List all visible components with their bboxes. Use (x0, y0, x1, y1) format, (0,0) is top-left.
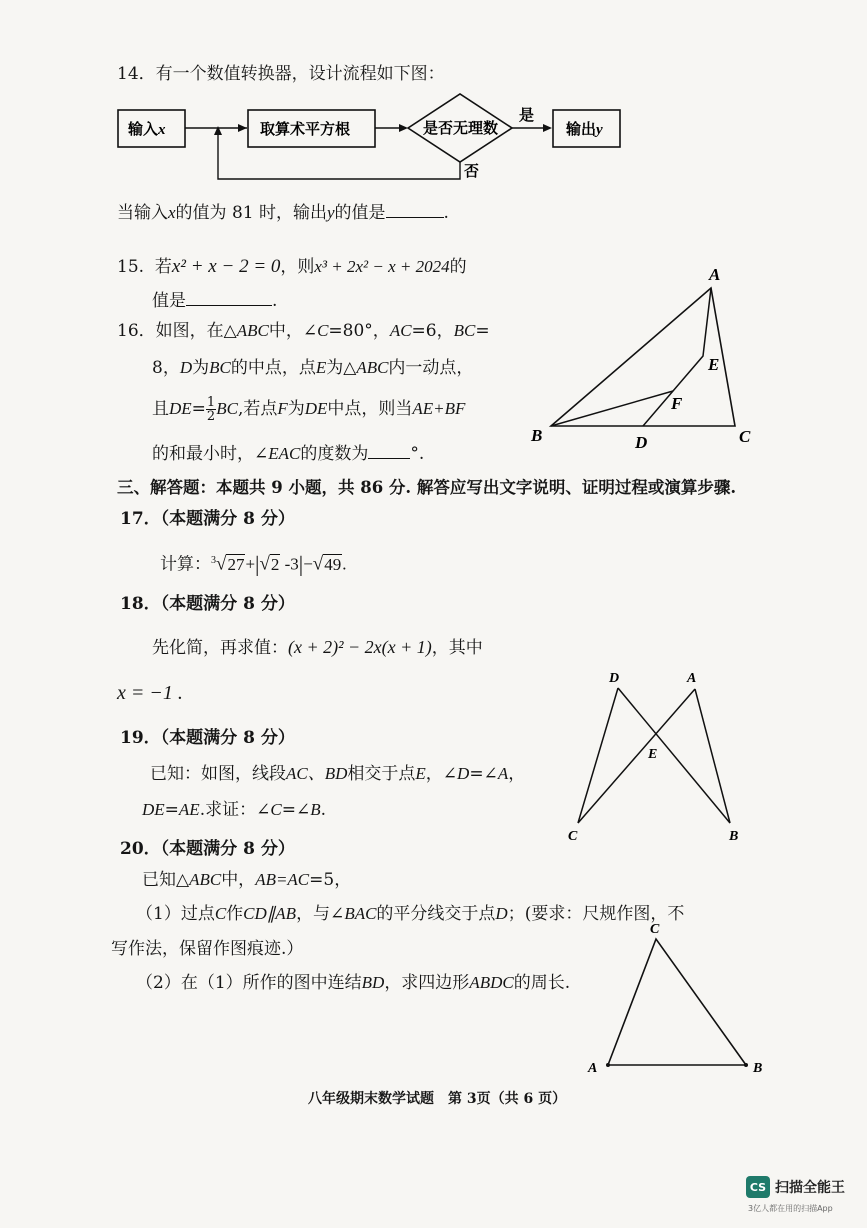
q17-expression: 计算：$^3$√27+|√2 -3|−√49. (160, 551, 347, 577)
q20-label-a: A (588, 1061, 598, 1076)
q20-figure (580, 915, 780, 1080)
q20-label-c: C (650, 922, 660, 937)
q18-line2: x = −1 . (117, 682, 183, 704)
q20-part1-line2: 写作法，保留作图痕迹.） (111, 939, 304, 959)
flow-process-label: 取算术平方根 (260, 120, 351, 138)
q19-label-a: A (687, 671, 697, 686)
q19-label-d: D (609, 671, 620, 686)
q16-line2: 8，D为BC的中点，点E为△ABC内一动点， (152, 358, 474, 378)
section3-heading: 三、解答题：本题共 9 小题，共 86 分. 解答应写出文字说明、证明过程或演算步骤. (117, 478, 737, 497)
q19-segment-dc (578, 688, 618, 823)
q15-answer-blank[interactable] (186, 305, 272, 306)
flow-decision-label: 是否无理数 (423, 119, 499, 137)
q16-answer-blank[interactable] (368, 458, 410, 459)
q15-line1: 15. 若x² + x − 2 = 0，则x³ + 2x² − x + 2024的 (117, 256, 467, 277)
q16-segment-bf (551, 391, 673, 426)
q19-label-b: B (729, 829, 739, 844)
flow-arrowhead-1 (238, 124, 247, 132)
scanner-watermark (746, 1176, 845, 1198)
q16-label-c: C (739, 427, 751, 446)
scanner-app-name: 扫描全能王 (775, 1180, 845, 1196)
q14-flowchart (110, 90, 630, 190)
q19-line2: DE=AE.求证：∠C=∠B. (142, 800, 326, 820)
q20-triangle-abc (608, 939, 746, 1065)
q19-segment-db (618, 688, 730, 823)
q18-heading: 18．（本题满分 8 分） (120, 594, 295, 614)
q19-label-c: C (568, 829, 578, 844)
q17-heading: 17．（本题满分 8 分） (120, 509, 295, 529)
q19-figure (560, 665, 760, 850)
q20-heading: 20．（本题满分 8 分） (120, 839, 295, 859)
q19-line1: 已知：如图，线段AC、BD相交于点E，∠D=∠A， (150, 764, 526, 784)
q16-label-e: E (708, 355, 720, 374)
q16-fraction: $\frac{1}{2}$ (206, 395, 216, 424)
q20-point-b (744, 1063, 748, 1067)
q20-point-a (606, 1063, 610, 1067)
q16-figure (525, 262, 765, 457)
scanner-logo-icon: CS (746, 1176, 770, 1198)
flow-arrowhead-yes (543, 124, 552, 132)
page-footer: 八年级期末数学试题 第 3页（共 6 页） (308, 1091, 567, 1107)
q16-label-d: D (635, 433, 648, 452)
q16-label-b: B (531, 426, 543, 445)
q16-line4: 的和最小时，∠EAC的度数为 °. (152, 444, 425, 464)
flow-input-label: 输入x (128, 120, 166, 138)
q14-question: 当输入x的值为 81 时，输出y的值是 . (117, 203, 449, 223)
q19-heading: 19．（本题满分 8 分） (120, 728, 295, 748)
flow-yes-label: 是 (519, 106, 535, 124)
flow-no-label: 否 (464, 162, 480, 180)
scanner-tagline: 3亿人都在用的扫描App (748, 1204, 833, 1213)
q18-line1: 先化简，再求值：(x + 2)² − 2x(x + 1)，其中 (152, 637, 483, 658)
q20-part1: （1）过点C作CD∥AB，与∠BAC的平分线交于点D；(要求：尺规作图，不 (136, 904, 685, 924)
q20-part2: （2）在（1）所作的图中连结BD，求四边形ABDC的周长. (136, 973, 571, 993)
q16-label-a: A (709, 265, 721, 284)
q16-line1: 16．如图，在△ABC中，∠C=80°，AC=6，BC= (117, 321, 490, 341)
flow-output-label: 输出y (566, 120, 603, 138)
q14-stem: 14．有一个数值转换器，设计流程如下图： (117, 64, 445, 84)
q20-line1: 已知△ABC中，AB=AC=5， (142, 870, 352, 890)
q16-label-f: F (671, 394, 683, 413)
q15-line2: 值是 . (152, 291, 278, 311)
q19-segment-ac (578, 689, 695, 823)
q14-answer-blank[interactable] (386, 217, 444, 218)
q16-line3: 且DE= $\frac{1}{2}$ BC,若点F为DE中点，则当AE+BF (152, 395, 466, 424)
q20-label-b: B (753, 1061, 763, 1076)
q19-label-e: E (648, 747, 658, 762)
